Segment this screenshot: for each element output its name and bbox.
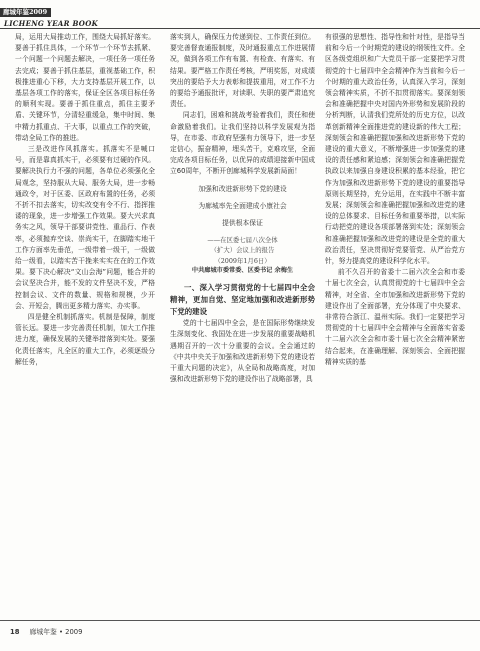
paragraph: 三是改进作风抓落实。抓落实不是喊口号，而是靠真抓实干，必须要有过硬的作风。要解决执行力不强的问题，各单位必须强化全局观念，坚持服从大局、服务大局，进一步畅通政令，对于区委、区政府布置的任务，必须不折不扣去落实，切实改变有令不行、指挥推诿的现象，进一步增强工作效果。要大兴求真务实之风，领导干部要讲党性、重品行、作表率，必须抛弃空谈、崇尚实干，在脚踏实地干工作方面率先垂范，一级带着一级干，一级做给一级看，以踏实苦干挽来实实在在的工作效果。要下决心解决“文山会海”问题，能合并的会议坚决合并，能不发的文件坚决不发，严格控制会议、文件的数量、规格和规模，少开会、开短会，腾出更多精力落实、办实事。	[15, 145, 155, 310]
speech-author: 中共廊城市委常委、区委书记 余梅生	[191, 267, 294, 275]
paragraph: 有很强的思想性、指导性和针对性，是指导当前和今后一个时期党的建设的纲领性文件。全区各级党组织和广大党员干部一定要把学习贯彻党的十七届四中全会精神作为当前和今后一个时期的重大政治任务，认真深入学习，深刻领会精神实质，不折不扣贯彻落实。要深刻领会和准确把握中央对国内外形势和发展阶段的分析判断，认清我们党所处的历史方位，以改革创新精神全面推进党的建设新的伟大工程；深刻领会和准确把握加强和改进新形势下党的建设的重大意义，不断增强进一步加强党的建设的责任感和紧迫感；深刻领会和准确把握党执政以来加强自身建设积累的基本经验，把它作为加强和改进新形势下党的建设的重要指导原则长期坚持，充分运用，在实践中不断丰富发展；深刻领会和准确把握加强和改进党的建设的总体要求、目标任务和重要举措，以实际行动把党的建设各项部署落到实处；深刻领会和准确把握加强和改进党的建设是全党的重大政治责任，坚决贯彻好党要管党、从严治党方针，努力提高党的建设科学化水平。	[325, 33, 465, 266]
speech-subtitle-line: ——在区委七届八次全体	[207, 235, 278, 244]
header-divider	[0, 28, 480, 29]
paragraph: 落实到人，确保压力传递到位、工作责任到位。要完善督查通报制度，及时通报重点工作进展情况，做到各项工作有布置、有检查、有落实、有结果。要严格工作责任考核，严明奖惩，对成绩突出的要给予大力表彰和提拔重用，对工作不力的要给予通报批评，对读职、失职的要严肃追究责任。	[170, 33, 315, 109]
column-left	[15, 32, 155, 612]
section-heading: 一、深入学习贯彻党的十七届四中全会精神，更加自觉、坚定地加强和改进新形势下党的建设	[170, 283, 315, 317]
footer-publication: 廊城年鉴 • 2009	[29, 628, 83, 636]
running-header	[0, 0, 480, 30]
page-footer	[10, 626, 82, 636]
speech-subtitle-line: （扩大）会议上的报告	[210, 246, 275, 255]
paragraph: 党的十七届四中全会，是在国际形势继续发生深刻变化、我国处在进一步发展的重要战略机遇期召开的一次十分重要的会议。全会通过的《中共中央关于加强和改进新形势下党的建设若干重大问题的决定》，从全局和战略高度，对加强和改进新形势下党的建设作出了战略部署，具	[170, 319, 315, 384]
speech-date: （2009年1月6日）	[214, 256, 271, 265]
footer-divider	[0, 620, 480, 621]
column-middle	[170, 32, 315, 612]
page-number: 18	[10, 628, 20, 636]
paragraph: 四是健全机制抓落实。机制是保障，制度管长远。要进一步完善责任机制，加大工作推进力度，确保发展的关键举措落到实处。要强化责任落实，凡全区的重大工作，必须逐级分解任务，	[15, 313, 155, 366]
yearbook-tab-label: 廊城年鉴2009	[0, 8, 51, 17]
speech-title-line: 加强和改进新形势下党的建设	[198, 184, 287, 193]
speech-title-line: 为廊城率先全面建成小康社会	[198, 201, 287, 210]
paragraph: 同志们，困难和挑战考验着我们，责任和使命激励着我们。让我们坚持以科学发展观为指导，在市委、市政府坚强有力领导下，进一步坚定信心，振奋精神，埋头苦干，克难攻坚，全面完成各项目标任务，以优异的成绩迎接新中国成立60周年，不断开创廊城科学发展新局面！	[170, 111, 315, 176]
speech-title-line: 提供根本保证	[222, 218, 263, 227]
yearbook-english-title: LICHENG YEAR BOOK	[4, 19, 98, 28]
paragraph: 局，运用大局推动工作，围绕大局抓好落实。要善于抓住具体，一个环节一个环节去抓紧、一个问题一个问题去解决，一项任务一项任务去完成；要善于抓住基层，重视基础工作，积极推进重心下移，大力支持基层开展工作，以基层各项工作的落实，保证全区各项目标任务的顺利实现。要善于抓住重点，抓住主要矛盾、关键环节，分清轻重缓急，集中时间、集中精力抓重点、干大事，以重点工作的突破，带动全局工作的推进。	[15, 33, 155, 142]
column-right	[325, 32, 465, 612]
paragraph: 前不久召开的省委十二届六次全会和市委十届七次全会，认真贯彻党的十七届四中全会精神，对全省、全市加强和改进新形势下党的建设作出了全面部署，充分体现了中央要求、非常符合浙江、温州实际。我们一定要把学习贯彻党的十七届四中全会精神与全面落实省委十二届六次全会和市委十届七次全会精神紧密结合起来，在准确理解、深刻领会、全面把握精神实质的基	[325, 268, 465, 366]
